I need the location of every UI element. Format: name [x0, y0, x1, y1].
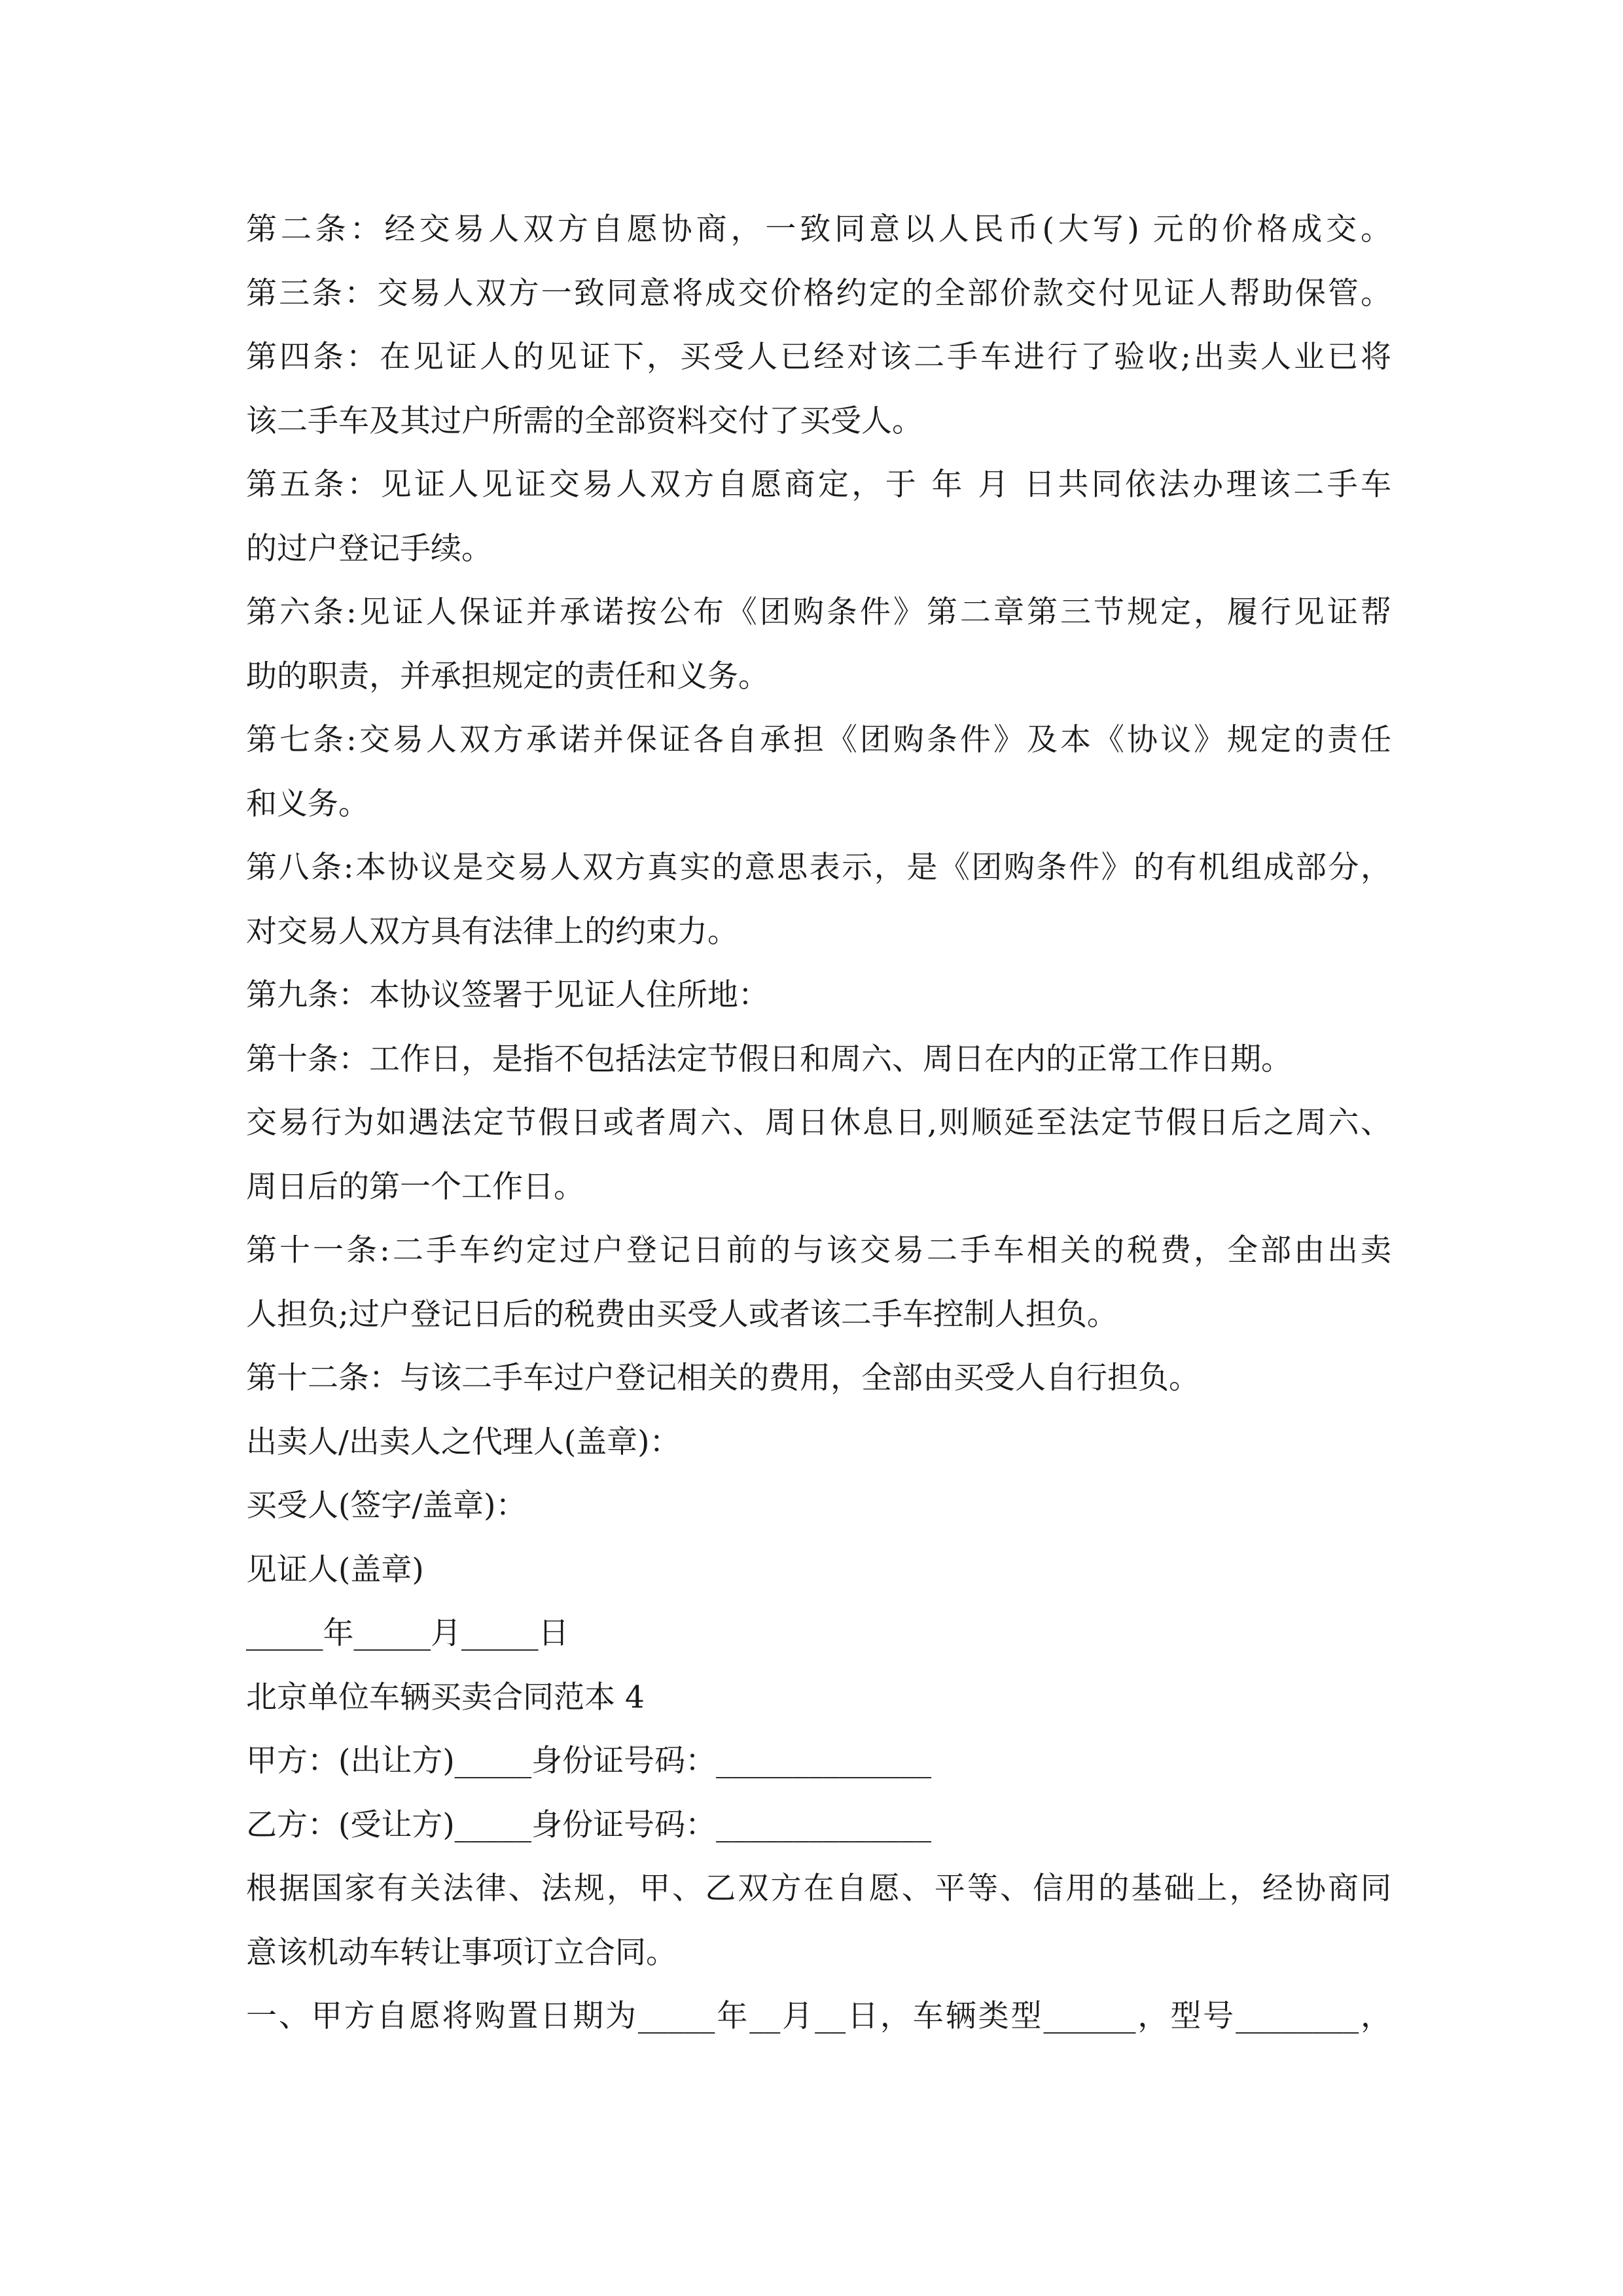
seller-signature-line: 出卖人/出卖人之代理人(盖章)： [246, 1424, 681, 1460]
clause-7-line-2: 和义务。 [246, 785, 369, 822]
clause-11-line-1: 第十一条:二手车约定过户登记日前的与该交易二手车相关的税费，全部由出卖 [246, 1232, 1391, 1268]
party-a-line: 甲方：(出让方)_____身份证号码：______________ [246, 1743, 932, 1779]
party-b-line: 乙方：(受让方)_____身份证号码：______________ [246, 1806, 932, 1843]
clause-5-line-2: 的过户登记手续。 [246, 530, 492, 567]
clause-7-line-1: 第七条:交易人双方承诺并保证各自承担《团购条件》及本《协议》规定的责任 [246, 722, 1391, 758]
clause-10-line-3: 周日后的第一个工作日。 [246, 1168, 584, 1205]
clause-8-line-2: 对交易人双方具有法律上的约束力。 [246, 913, 738, 950]
article-1-line-1: 一、甲方自愿将购置日期为_____年__月__日，车辆类型______，型号________， [246, 1998, 1391, 2034]
clause-3-line-1: 第三条：交易人双方一致同意将成交价格约定的全部价款交付见证人帮助保管。 [246, 275, 1391, 312]
clause-9-line-1: 第九条：本协议签署于见证人住所地： [246, 977, 769, 1013]
clause-11-line-2: 人担负;过户登记日后的税费由买受人或者该二手车控制人担负。 [246, 1296, 1118, 1333]
clause-4-line-1: 第四条：在见证人的见证下，买受人已经对该二手车进行了验收;出卖人业已将 [246, 339, 1391, 375]
clause-6-line-2: 助的职责，并承担规定的责任和义务。 [246, 658, 769, 694]
clause-5-line-1: 第五条：见证人见证交易人双方自愿商定，于 年 月 日共同依法办理该二手车 [246, 467, 1391, 503]
preamble-line-2: 意该机动车转让事项订立合同。 [246, 1934, 677, 1971]
date-line: _____年_____月_____日 [246, 1615, 569, 1651]
clause-4-line-2: 该二手车及其过户所需的全部资料交付了买受人。 [246, 403, 923, 439]
witness-signature-line: 见证人(盖章) [246, 1551, 424, 1588]
clause-8-line-1: 第八条:本协议是交易人双方真实的意思表示，是《团购条件》的有机组成部分， [246, 850, 1391, 886]
clause-12-line-1: 第十二条：与该二手车过户登记相关的费用，全部由买受人自行担负。 [246, 1360, 1200, 1396]
clause-2-line-1: 第二条：经交易人双方自愿协商，一致同意以人民币(大写) 元的价格成交。 [246, 211, 1391, 247]
clause-6-line-1: 第六条:见证人保证并承诺按公布《团购条件》第二章第三节规定，履行见证帮 [246, 594, 1391, 630]
clause-10-line-1: 第十条：工作日，是指不包括法定节假日和周六、周日在内的正常工作日期。 [246, 1041, 1292, 1077]
contract-text [246, 198, 1391, 2049]
clause-10-line-2: 交易行为如遇法定节假日或者周六、周日休息日,则顺延至法定节假日后之周六、 [246, 1105, 1391, 1141]
contract-4-title: 北京单位车辆买卖合同范本 4 [246, 1679, 645, 1715]
preamble-line-1: 根据国家有关法律、法规，甲、乙双方在自愿、平等、信用的基础上，经协商同 [246, 1871, 1391, 1907]
buyer-signature-line: 买受人(签字/盖章)： [246, 1488, 527, 1524]
